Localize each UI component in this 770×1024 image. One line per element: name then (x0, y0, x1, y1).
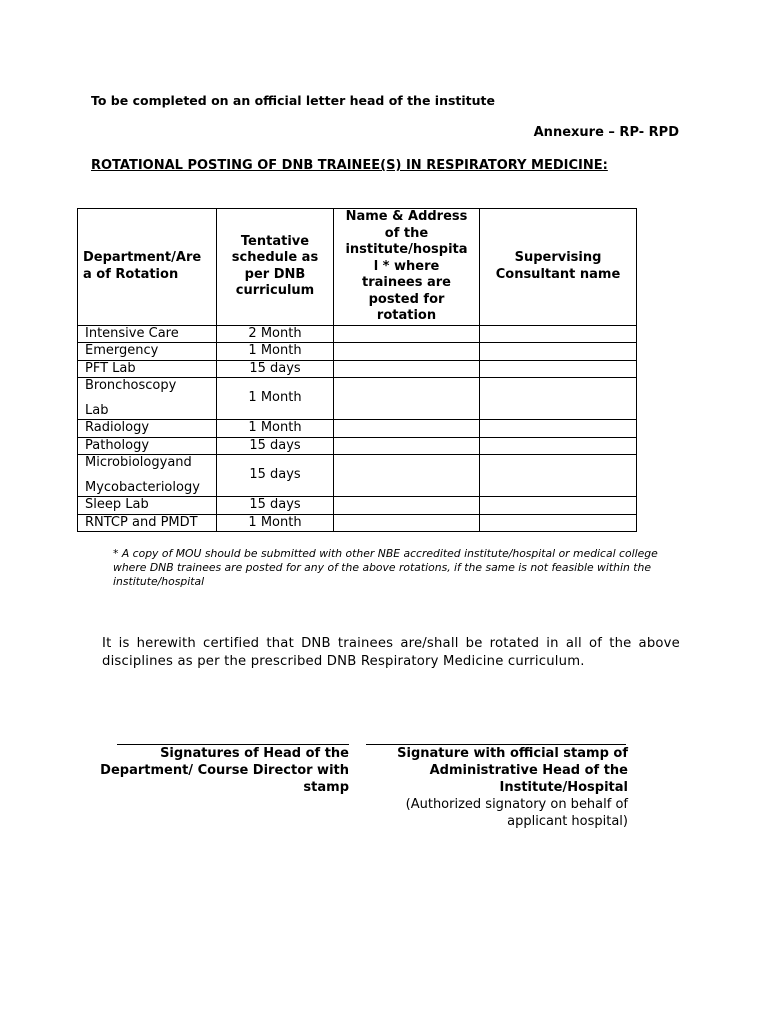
annexure-label: Annexure – RP- RPD (533, 125, 679, 140)
table-row (78, 437, 637, 455)
table-row (78, 420, 637, 438)
cell-department: PFT Lab (78, 360, 217, 378)
cell-schedule: 2 Month (217, 325, 334, 343)
cell-schedule: 15 days (217, 455, 334, 497)
cell-institute[interactable] (334, 455, 480, 497)
cell-consultant[interactable] (480, 437, 637, 455)
cell-consultant[interactable] (480, 455, 637, 497)
cell-schedule: 1 Month (217, 378, 334, 420)
cell-institute[interactable] (334, 343, 480, 361)
cell-consultant[interactable] (480, 514, 637, 532)
mou-footnote: * A copy of MOU should be submitted with other NBE accredited institute/hospital or medical college where DNB trainees are posted for any of the above rotations, if the same is not feasible within the institute/hospital (113, 547, 658, 588)
cell-schedule: 15 days (217, 497, 334, 515)
cell-consultant[interactable] (480, 360, 637, 378)
cell-department: Radiology (78, 420, 217, 438)
cell-consultant[interactable] (480, 378, 637, 420)
header-schedule: Tentative schedule as per DNB curriculum (217, 209, 334, 326)
cell-schedule: 1 Month (217, 343, 334, 361)
header-institute: Name & Address of the institute/hospita l * where trainees are posted for rotation (334, 209, 480, 326)
page-title: ROTATIONAL POSTING OF DNB TRAINEE(S) IN RESPIRATORY MEDICINE: (91, 158, 608, 173)
certification-text: It is herewith certified that DNB trainees are/shall be rotated in all of the above disciplines as per the prescribed DNB Respiratory Medicine curriculum. (102, 636, 680, 669)
table-row (78, 360, 637, 378)
cell-institute[interactable] (334, 360, 480, 378)
table-row (78, 497, 637, 515)
cell-department: Emergency (78, 343, 217, 361)
cell-consultant[interactable] (480, 420, 637, 438)
table-row (78, 514, 637, 532)
cell-institute[interactable] (334, 497, 480, 515)
table-row (78, 325, 637, 343)
header-department: Department/Are a of Rotation (78, 209, 217, 326)
cell-department: Bronchoscopy Lab (78, 378, 217, 420)
table-row (78, 343, 637, 361)
cell-consultant[interactable] (480, 325, 637, 343)
rotation-table (77, 208, 637, 532)
cell-consultant[interactable] (480, 343, 637, 361)
cell-consultant[interactable] (480, 497, 637, 515)
cell-institute[interactable] (334, 437, 480, 455)
cell-department: RNTCP and PMDT (78, 514, 217, 532)
table-row (78, 378, 637, 420)
instruction-text: To be completed on an official letter head of the institute (91, 93, 495, 108)
cell-department: Intensive Care (78, 325, 217, 343)
table-row (78, 455, 637, 497)
cell-schedule: 15 days (217, 437, 334, 455)
cell-schedule: 1 Month (217, 514, 334, 532)
cell-department: Pathology (78, 437, 217, 455)
cell-schedule: 1 Month (217, 420, 334, 438)
signature-block-administrative-head: Signature with official stamp of Administrative Head of the Institute/Hospital (Authorized signatory on behalf of applicant hospital) (397, 746, 628, 829)
signature-block-head-of-department: Signatures of Head of the Department/ Course Director with stamp (100, 746, 349, 795)
cell-schedule: 15 days (217, 360, 334, 378)
cell-institute[interactable] (334, 420, 480, 438)
cell-department: Microbiologyand Mycobacteriology (78, 455, 217, 497)
cell-institute[interactable] (334, 514, 480, 532)
cell-department: Sleep Lab (78, 497, 217, 515)
header-consultant: Supervising Consultant name (480, 209, 637, 326)
table-header-row (78, 209, 637, 326)
cell-institute[interactable] (334, 378, 480, 420)
cell-institute[interactable] (334, 325, 480, 343)
